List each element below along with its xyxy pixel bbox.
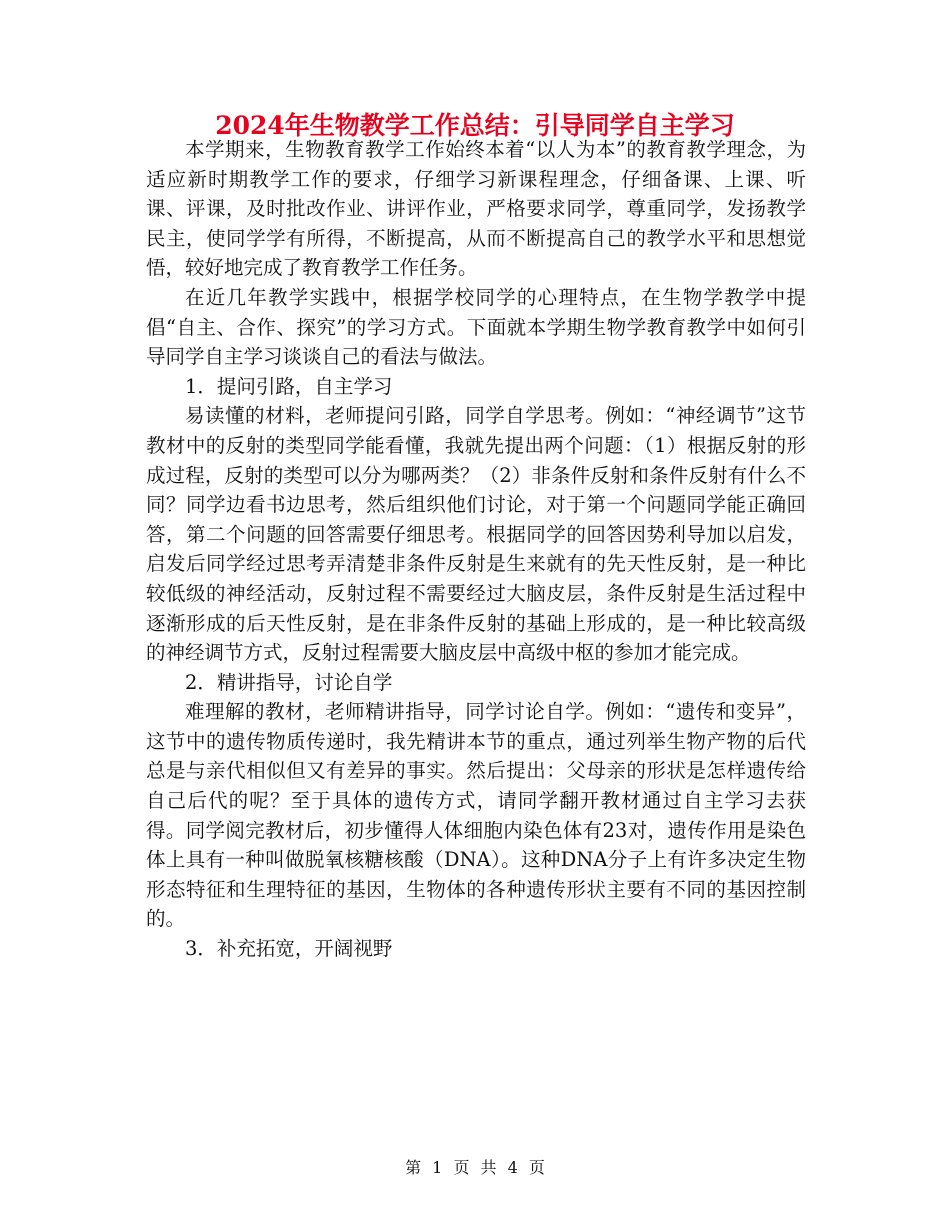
- section-heading-3: 3．补充拓宽，开阔视野: [185, 937, 393, 961]
- paragraph-intro: 本学期来，生物教育教学工作始终本着“以人为本”的教育教学理念，为适应新时期教学工作的要求，仔细学习新课程理念，仔细备课、上课、听课、评课，及时批改作业、讲评作业，严格要求同学，尊重同学，发扬教学民主，使同学学有所得，不断提高，从而不断提高自己的教学水平和思想觉悟，较好地完成了教育教学工作任务。: [146, 138, 806, 280]
- paragraph-section-2: 难理解的教材，老师精讲指导，同学讨论自学。例如：“遗传和变异”，这节中的遗传物质传递时，我先精讲本节的重点，通过列举生物产物的后代总是与亲代相似但又有差异的事实。然后提出：父母亲的形状是怎样遗传给自己后代的呢？至于具体的遗传方式，请同学翻开教材通过自主学习去获得。同学阅完教材后，初步懂得人体细胞内染色体有23对，遗传作用是染色体上具有一种叫做脱氧核糖核酸（DNA）。这种DNA分子上有许多决定生物形态特征和生理特征的基因，生物体的各种遗传形状主要有不同的基因控制的。: [146, 700, 806, 931]
- paragraph-practice: 在近几年教学实践中，根据学校同学的心理特点，在生物学教学中提倡“自主、合作、探究”的学习方式。下面就本学期生物学教育教学中如何引导同学自主学习谈谈自己的看法与做法。: [146, 285, 806, 369]
- document-body: [146, 135, 806, 964]
- section-heading-1: 1．提问引路，自主学习: [185, 374, 393, 398]
- page-footer: 第 1 页 共 4 页: [405, 1158, 545, 1177]
- section-heading-2: 2．精讲指导，讨论自学: [185, 670, 393, 694]
- document-title: 2024年生物教学工作总结：引导同学自主学习: [215, 111, 735, 140]
- paragraph-section-1: 易读懂的材料，老师提问引路，同学自学思考。例如：“神经调节”这节教材中的反射的类型同学能看懂，我就先提出两个问题：（1）根据反射的形成过程，反射的类型可以分为哪两类？（2）非条件反射和条件反射有什么不同？同学边看书边思考，然后组织他们讨论，对于第一个问题同学能正确回答，第二个问题的回答需要仔细思考。根据同学的回答因势利导加以启发，启发后同学经过思考弄清楚非条件反射是生来就有的先天性反射，是一种比较低级的神经活动，反射过程不需要经过大脑皮层，条件反射是生活过程中逐渐形成的后天性反射，是在非条件反射的基础上形成的，是一种比较高级的神经调节方式，反射过程需要大脑皮层中高级中枢的参加才能完成。: [146, 404, 806, 665]
